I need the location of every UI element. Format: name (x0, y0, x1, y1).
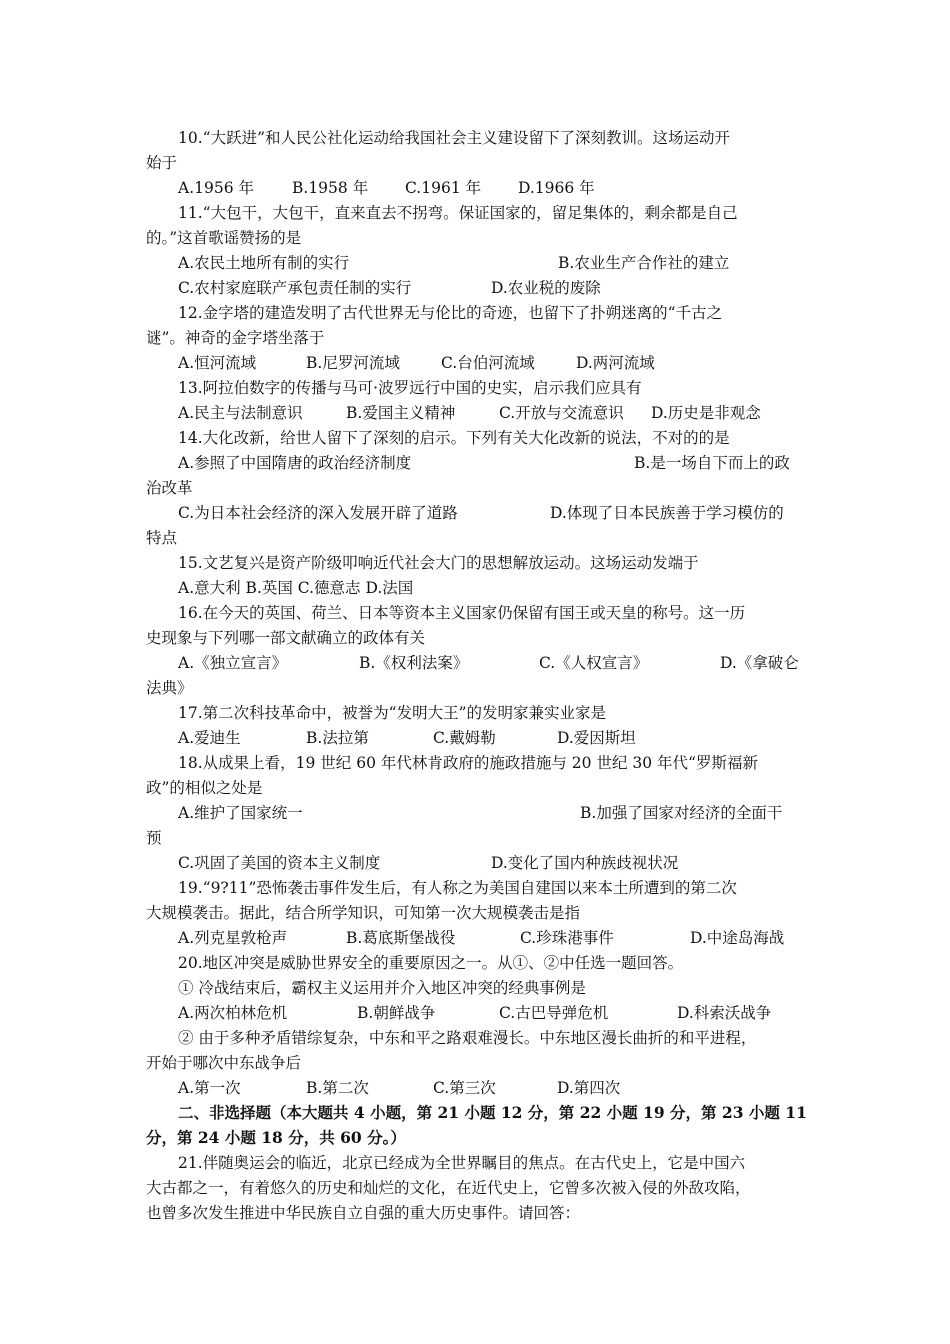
q20-sub1-option-a: A.两次柏林危机 (178, 1004, 288, 1022)
q12-option-d: D.两河流域 (576, 354, 655, 372)
q20-stem-line1: 20.地区冲突是威胁世界安全的重要原因之一。从①、②中任选一题回答。 (178, 954, 684, 972)
q14-option-d: D.体现了日本民族善于学习模仿的 (550, 504, 784, 522)
q18-option-b-cont: 预 (146, 829, 162, 847)
q20-sub2-option-a: A.第一次 (178, 1079, 241, 1097)
q17-option-c: C.戴姆勒 (433, 729, 496, 747)
q10-option-d: D.1966 年 (518, 179, 595, 197)
q16-option-d: D.《拿破仑 (720, 654, 799, 672)
q10-stem-line1: 10.“大跃进”和人民公社化运动给我国社会主义建设留下了深刻教训。这场运动开 (178, 129, 731, 147)
q10-option-c: C.1961 年 (405, 179, 482, 197)
q17-option-d: D.爱因斯坦 (557, 729, 636, 747)
q18-stem-line2: 政”的相似之处是 (146, 779, 263, 797)
q19-option-d: D.中途岛海战 (690, 929, 785, 947)
q11-stem-line1: 11.“大包干，大包干，直来直去不拐弯。保证国家的，留足集体的，剩余都是自己 (178, 204, 738, 222)
q16-option-b: B.《权利法案》 (359, 654, 469, 672)
q14-option-a: A.参照了中国隋唐的政治经济制度 (178, 454, 412, 472)
q19-stem-line2: 大规模袭击。据此，结合所学知识，可知第一次大规模袭击是指 (146, 904, 581, 922)
q11-stem-line2: 的。”这首歌谣赞扬的是 (146, 229, 302, 247)
q14-stem-line1: 14.大化改新，给世人留下了深刻的启示。下列有关大化改新的说法，不对的的是 (178, 429, 730, 447)
q18-option-a: A.维护了国家统一 (178, 804, 303, 822)
q18-option-b: B.加强了国家对经济的全面干 (580, 804, 783, 822)
q17-option-b: B.法拉第 (306, 729, 369, 747)
q18-option-c: C.巩固了美国的资本主义制度 (178, 854, 381, 872)
q20-sub2-option-c: C.第三次 (433, 1079, 496, 1097)
q14-option-b: B.是一场自下而上的政 (634, 454, 790, 472)
q10-stem-line2: 始于 (146, 154, 178, 172)
q17-stem-line1: 17.第二次科技革命中，被誉为“发明大王”的发明家兼实业家是 (178, 704, 607, 722)
q13-stem-line1: 13.阿拉伯数字的传播与马可·波罗远行中国的史实，启示我们应具有 (178, 379, 642, 397)
q20-sub1-option-c: C.古巴导弹危机 (499, 1004, 609, 1022)
q16-stem-line2: 史现象与下列哪一部文献确立的政体有关 (146, 629, 426, 647)
q20-sub2-stem-line2: 开始于哪次中东战争后 (146, 1054, 302, 1072)
q20-sub2-stem-line1: ② 由于多种矛盾错综复杂，中东和平之路艰难漫长。中东地区漫长曲折的和平进程， (178, 1029, 757, 1047)
q19-option-b: B.葛底斯堡战役 (346, 929, 456, 947)
q19-option-a: A.列克星敦枪声 (178, 929, 288, 947)
q12-stem-line1: 12.金字塔的建造发明了古代世界无与伦比的奇迹，也留下了扑朔迷离的“千古之 (178, 304, 723, 322)
q21-stem-line1: 21.伴随奥运会的临近，北京已经成为全世界瞩目的焦点。在古代史上，它是中国六 (178, 1154, 746, 1172)
q19-stem-line1: 19.“9?11”恐怖袭击事件发生后，有人称之为美国自建国以来本土所遭到的第二次 (178, 879, 737, 897)
section2-heading-line2: 分，第 24 小题 18 分，共 60 分。） (146, 1128, 406, 1147)
q14-option-d-cont: 特点 (146, 529, 178, 547)
q20-sub1-option-d: D.科索沃战争 (677, 1004, 772, 1022)
q16-option-a: A.《独立宣言》 (178, 654, 288, 672)
q13-option-b: B.爱国主义精神 (346, 404, 456, 422)
q16-option-d-cont: 法典》 (146, 679, 193, 697)
section2-heading-line1: 二、非选择题（本大题共 4 小题，第 21 小题 12 分，第 22 小题 19 分，第 23 小题 11 (178, 1103, 807, 1122)
q10-option-b: B.1958 年 (292, 179, 369, 197)
q21-stem-line3: 也曾多次发生推进中华民族自立自强的重大历史事件。请回答： (146, 1204, 581, 1222)
q16-option-c: C.《人权宣言》 (539, 654, 649, 672)
q12-stem-line2: 谜”。神奇的金字塔坐落于 (146, 329, 325, 347)
q11-option-d: D.农业税的废除 (491, 279, 601, 297)
q11-option-b: B.农业生产合作社的建立 (558, 254, 730, 272)
q15-stem-line1: 15.文艺复兴是资产阶级叩响近代社会大门的思想解放运动。这场运动发端于 (178, 554, 699, 572)
q20-sub1-option-b: B.朝鲜战争 (357, 1004, 436, 1022)
q11-option-a: A.农民土地所有制的实行 (178, 254, 350, 272)
q11-option-c: C.农村家庭联产承包责任制的实行 (178, 279, 412, 297)
q15-options: A.意大利 B.英国 C.德意志 D.法国 (178, 579, 414, 597)
q20-sub2-option-b: B.第二次 (306, 1079, 369, 1097)
q12-option-b: B.尼罗河流域 (306, 354, 400, 372)
q14-option-c: C.为日本社会经济的深入发展开辟了道路 (178, 504, 458, 522)
q18-option-d: D.变化了国内种族歧视状况 (491, 854, 679, 872)
q14-option-b-cont: 治改革 (146, 479, 193, 497)
q13-option-d: D.历史是非观念 (651, 404, 761, 422)
q19-option-c: C.珍珠港事件 (520, 929, 614, 947)
q10-option-a: A.1956 年 (178, 179, 254, 197)
q12-option-a: A.恒河流域 (178, 354, 257, 372)
q17-option-a: A.爱迪生 (178, 729, 241, 747)
q12-option-c: C.台伯河流域 (441, 354, 535, 372)
q13-option-c: C.开放与交流意识 (499, 404, 624, 422)
q20-sub1-stem: ① 冷战结束后，霸权主义运用并介入地区冲突的经典事例是 (178, 979, 586, 997)
q13-option-a: A.民主与法制意识 (178, 404, 303, 422)
q20-sub2-option-d: D.第四次 (557, 1079, 621, 1097)
q16-stem-line1: 16.在今天的英国、荷兰、日本等资本主义国家仍保留有国王或天皇的称号。这一历 (178, 604, 746, 622)
q18-stem-line1: 18.从成果上看，19 世纪 60 年代林肯政府的施政措施与 20 世纪 30 年代“罗斯福新 (178, 754, 758, 772)
q21-stem-line2: 大古都之一，有着悠久的历史和灿烂的文化，在近代史上，它曾多次被入侵的外敌攻陷， (146, 1179, 751, 1197)
